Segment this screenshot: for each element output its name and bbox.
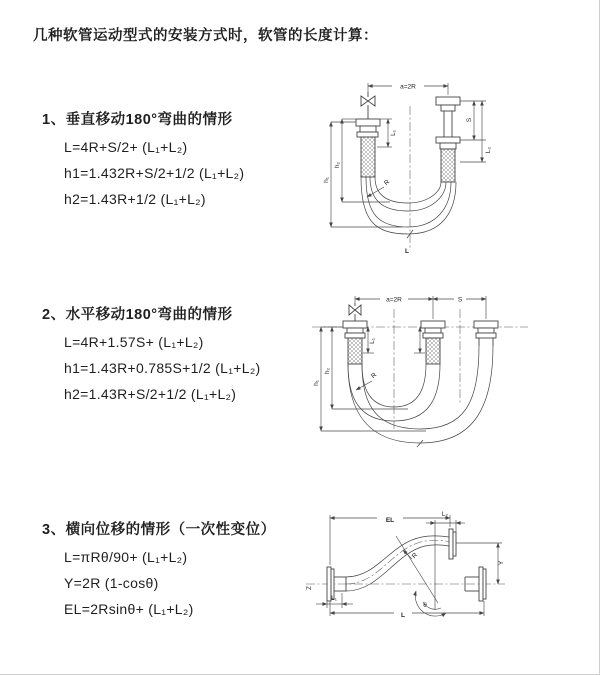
formula-line: h1=1.432R+S/2+1/2 (L₁+L₂): [64, 165, 245, 181]
dim-label-h1: h₁: [313, 380, 320, 386]
right-pipe: [436, 97, 460, 182]
dim-label-l: L: [401, 612, 405, 619]
diagram-vertical-180-bend: [300, 70, 535, 265]
dim-label-h1: h₁: [323, 177, 330, 183]
section-horizontal-movement: [42, 303, 261, 402]
dim-label-l1: L₁: [331, 595, 337, 602]
radius-text: R: [410, 551, 420, 561]
formula-line: h2=1.43R+S/2+1/2 (L₁+L₂): [64, 386, 237, 402]
section-lateral-displacement: [42, 518, 276, 617]
formula-line: h1=1.43R+0.785S+1/2 (L₁+L₂): [64, 360, 261, 376]
left-flange: [356, 119, 380, 137]
length-text: L: [405, 248, 409, 255]
radius-label: [356, 371, 378, 390]
dim-label-l1: L₁: [369, 338, 376, 344]
dimension-a2r: [368, 81, 448, 95]
dimension-s: [433, 294, 486, 304]
dimension-l1: [316, 593, 353, 608]
valve-icon: [361, 92, 375, 119]
dim-label-a2r: a=2R: [386, 296, 402, 304]
dimension-h2: [324, 327, 408, 409]
middle-hose-braid: [426, 338, 440, 364]
dim-label-s: S: [457, 296, 463, 304]
radius-text: R: [369, 371, 379, 381]
hose-u-curves: [361, 177, 456, 234]
dimension-l: [330, 601, 484, 619]
section-heading: 2、水平移动180°弯曲的情形: [42, 307, 233, 323]
hose-u-curves: [348, 346, 493, 443]
flange-left: [343, 321, 367, 338]
flange-middle: [421, 321, 445, 338]
dim-label-a2r: a=2R: [400, 83, 416, 91]
dim-label-l2: L₂: [485, 146, 492, 154]
dimension-el: [330, 512, 450, 565]
page-title: 几种软管运动型式的安装方式时，软管的长度计算：: [33, 28, 378, 44]
section-vertical-movement: [42, 108, 244, 207]
dim-label-y: Y: [498, 560, 505, 566]
flange-right: [474, 321, 498, 338]
angle-label: θ: [423, 602, 427, 609]
radius-label: [367, 178, 391, 197]
construction-lines: [396, 520, 446, 616]
formula-line: EL=2Rsinθ+ (L₁+L₂): [64, 601, 194, 617]
right-pipe-stub: [479, 338, 493, 346]
displaced-flange: [449, 529, 456, 559]
valve-icon: [349, 303, 361, 321]
dim-label-s: S: [466, 117, 473, 123]
formula-line: L=πRθ/90+ (L₁+L₂): [64, 549, 188, 565]
dim-label-l1: L₁: [390, 130, 397, 136]
section-heading: 1、垂直移动180°弯曲的情形: [42, 112, 233, 128]
right-hose-braid: [441, 149, 455, 182]
bottom-tick: [417, 440, 423, 447]
dim-label-l2: L₂: [441, 511, 449, 518]
section-heading: 3、横向位移的情形（一次性变位）: [42, 522, 276, 538]
dimension-a2r: [355, 294, 486, 319]
formula-line: L=4R+1.57S+ (L₁+L₂): [64, 334, 204, 350]
diagram-lateral-displacement: [298, 503, 556, 651]
formula-line: h2=1.43R+1/2 (L₁+L₂): [64, 191, 206, 207]
dimension-l2: [460, 101, 492, 162]
left-hose-braid: [361, 137, 375, 177]
diagram-horizontal-180-bend: [308, 283, 536, 465]
formula-line: L=4R+S/2+ (L₁+L₂): [64, 139, 188, 155]
left-hose-braid: [348, 338, 362, 364]
dim-label-el: EL: [385, 517, 395, 524]
dim-label-z: Z: [306, 586, 313, 590]
hose-s-curve: [346, 536, 449, 591]
radius-text: R: [382, 178, 392, 188]
dim-label-h2: h₂: [334, 161, 341, 169]
formula-line: Y=2R (1-cosθ): [64, 575, 159, 591]
dim-label-h2: h₂: [324, 367, 331, 375]
dimension-l2: [426, 511, 465, 532]
